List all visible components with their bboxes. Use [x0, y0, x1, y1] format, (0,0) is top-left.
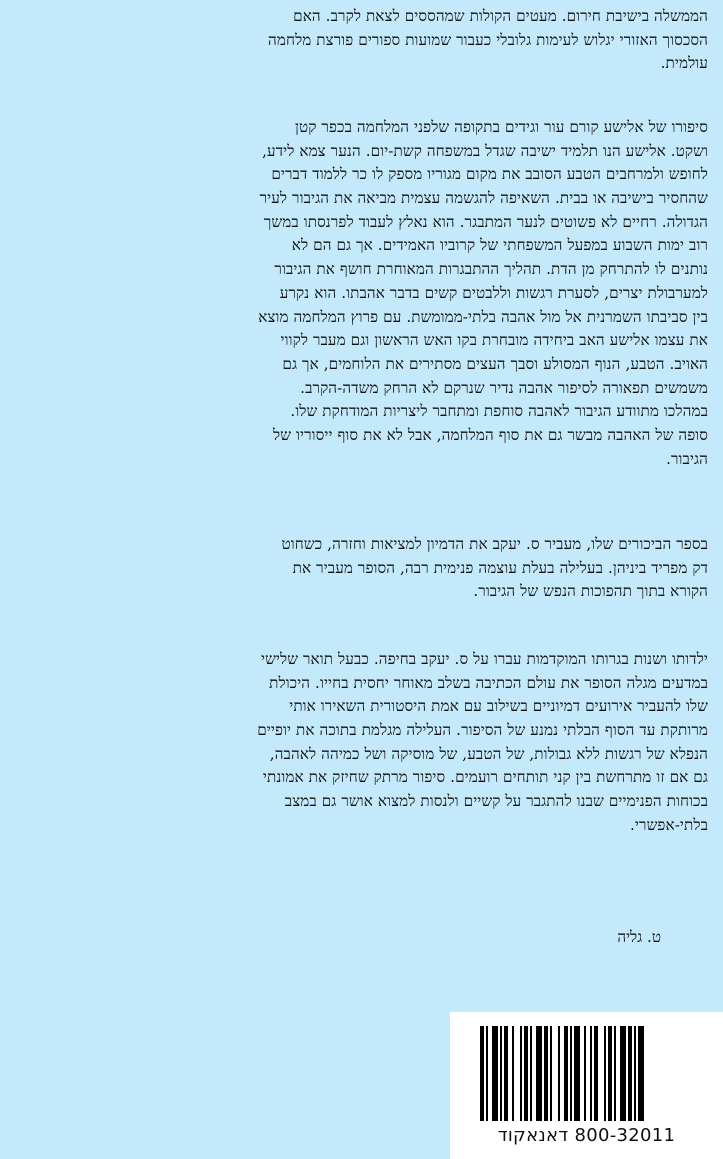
text-line: הסכסוך האזורי יגלוש לעימות גלובלי כעבור שמועות ספורים פורצת מלחמה [268, 30, 708, 49]
barcode-bar [604, 1026, 606, 1121]
text-line: את עצמו אלישע האב ביחידה מובחרת בקו האש הראשון וגם מעבר לקווי [280, 331, 708, 350]
text-line: רוב ימות השבוע במפעל המשפחתי של קרוביו האמידים. אך גם הם לא [291, 236, 708, 255]
barcode-bar [608, 1026, 612, 1121]
text-line: שהחסיר בישיבה או בבית. השאיפה להגשמה עצמית מביאה את הגיבור לעיר [259, 189, 708, 208]
barcode-panel [450, 1012, 723, 1159]
author-intro-paragraph [16, 533, 708, 604]
text-line: מרותקת עד הסוף הבלתי נמנע של הסיפור. העלילה מגלמת בתוכה את יופיים [257, 721, 708, 740]
barcode-bar [558, 1026, 560, 1121]
text-line: ושקט. אלישע הנו תלמיד ישיבה שגדל במשפחה קשת-יום. הנער צמא לידע, [262, 141, 708, 160]
text-line: הגדולה. רחיים לא פשוטים לנער המתבגר. הוא נאלץ לעבוד לפרנסתו במשך [263, 212, 708, 231]
text-line: במדעים מגלה הסופר את עולם הכתיבה בשלב מאוחר יחסית בחייו. היכולת [269, 673, 708, 692]
text-line: סיפורו של אלישע קורם עור וגידים בתקופה שלפני המלחמה בכפר קטן [295, 118, 708, 136]
barcode-bar [480, 1026, 484, 1121]
barcode-bar [584, 1026, 586, 1121]
barcode-bar [620, 1026, 626, 1121]
barcode-bar [634, 1026, 636, 1121]
text-line: ילדותו ושנות בגרותו המוקדמות עברו על ס. יעקב בחיפה. כבעל תואר שלישי [261, 650, 708, 668]
text-line: שלו להעביר אירועים דמיוניים בשילוב עם אמת היסטורית השאירו אותי [289, 697, 708, 716]
review-paragraph [16, 648, 708, 838]
barcode-bar [504, 1026, 508, 1121]
text-line: בכוחות הפנימיים שבנו להתגבר על קשיים ולנסות למצוא אושר גם במצב [284, 792, 708, 811]
plot-summary-paragraph [16, 116, 708, 471]
barcode-bar [520, 1026, 522, 1121]
text-line: נותנים לו להתרחק מן הדת. תהליך ההתבגרות המאוחרת חושף את הגיבור [274, 260, 708, 279]
barcode-bar [594, 1026, 598, 1121]
barcode-bar [486, 1026, 488, 1121]
barcode-bar [590, 1026, 592, 1121]
barcode-bar [544, 1026, 548, 1121]
barcode-icon [480, 1026, 697, 1121]
text-line: האויב. הטבע, הנוף המסולע וסבך העצים מסתירים את הלוחמים, אך גם [282, 354, 708, 373]
text-line: הנפלא של רגשות ללא גבולות, של הטבע, של מוסיקה ושל כמיהה לאהבה, [269, 744, 708, 763]
text-line: במהלכו מתוודע הגיבור לאהבה סוחפת ומתחבר ליצריות המודחקת שלו. [290, 402, 708, 421]
text-line: למערבולת יצרים, לסערת רגשות וללבטים קשים בדבר אהבתו. הוא נקרע [279, 283, 708, 302]
text-line: הקורא בתוך תהפוכות הנפש של הגיבור. [473, 582, 708, 601]
barcode-bar [492, 1026, 498, 1121]
barcode-bar [530, 1026, 532, 1121]
text-line: משמשים תפאורה לסיפור אהבה נדיר שנרקם לא הרחק משדה-הקרב. [300, 378, 708, 397]
text-line: בספר הביכורים שלו, מעביר ס. יעקב את הדמיון למציאות וחזרה, כשחוט [281, 535, 708, 553]
barcode-bar [500, 1026, 502, 1121]
text-line: בין סביבתו השמרנית אל מול אהבה בלתי-ממומשת. עם פרוץ המלחמה מוצא [258, 307, 708, 326]
text-line: לחופש ולמרחבים הטבע הסובב את מקום מגוריו מספק לו כר ללמוד דברים [271, 165, 708, 184]
barcode-number: 800-32011 דאנאקוד [497, 1125, 676, 1146]
barcode-bar [570, 1026, 572, 1121]
opening-paragraph [16, 5, 708, 76]
barcode-bar [512, 1026, 514, 1121]
barcode-bar [638, 1026, 644, 1121]
reviewer-signature: ט. גליה [617, 928, 661, 946]
text-line: דק מפריד ביניהן. בעלילה בעלת עוצמה פנימית רבה, הסופר מעביר את [292, 558, 708, 577]
text-line: הגיבור. [666, 449, 708, 468]
barcode-bar [550, 1026, 552, 1121]
barcode-bar [524, 1026, 528, 1121]
text-line: סופה של האהבה מבשר גם את סוף המלחמה, אבל לא את סוף ייסוריו של [273, 425, 708, 444]
text-line: בלתי-אפשרי. [630, 815, 708, 834]
text-line: עולמית. [660, 54, 708, 73]
text-line: הממשלה בישיבת חירום. מעטים הקולות שמהססים לצאת לקרב. האם [293, 7, 708, 25]
barcode-bar [628, 1026, 632, 1121]
barcode-bar [614, 1026, 616, 1121]
barcode-bar [564, 1026, 568, 1121]
barcode-bar [536, 1026, 542, 1121]
text-line: גם אם זו מתרחשת בין קני תותחים רועמים. סיפור מרתק שחיזק את אמונתי [262, 768, 708, 787]
barcode-bar [574, 1026, 580, 1121]
